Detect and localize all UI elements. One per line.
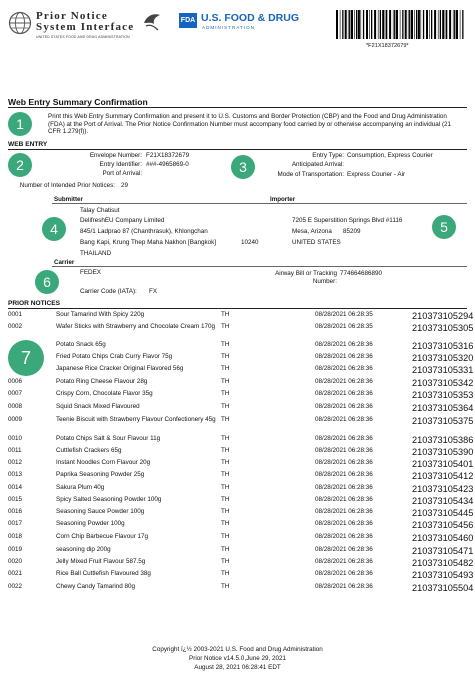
row-description: Instant Noodles Corn Flavour 20g bbox=[56, 459, 151, 466]
submitter-city: Bang Kapi, Krung Thep Maha Nakhon [Bangkok] bbox=[80, 239, 217, 246]
row-pn-number: 210373105471 bbox=[412, 545, 474, 556]
logo-line2: System Interface bbox=[36, 21, 135, 33]
footer-timestamp: August 28, 2021 06:28:41 EDT bbox=[194, 664, 281, 671]
row-description: Seasoning Powder 100g bbox=[56, 520, 125, 527]
row-timestamp: 08/28/2021 06:28:36 bbox=[315, 520, 373, 527]
web-entry-heading: WEB ENTRY bbox=[8, 141, 48, 148]
row-number: 0016 bbox=[8, 508, 23, 515]
barcode-bar bbox=[378, 10, 379, 39]
row-pn-number: 210373105375 bbox=[412, 415, 474, 426]
entry-type-label: Entry Type: bbox=[312, 152, 344, 159]
row-country: TH bbox=[221, 435, 230, 442]
fda-admin: ADMINISTRATION bbox=[202, 25, 255, 30]
row-pn-number: 210373105353 bbox=[412, 389, 474, 400]
row-pn-number: 210373105364 bbox=[412, 402, 474, 413]
carrier-heading: Carrier bbox=[54, 259, 75, 266]
row-description: Wafer Sticks with Strawberry and Chocolate Cream 170g bbox=[56, 323, 216, 330]
row-timestamp: 08/28/2021 06:28:36 bbox=[315, 365, 373, 372]
row-country: TH bbox=[221, 353, 230, 360]
globe-icon bbox=[8, 11, 32, 35]
row-timestamp: 08/28/2021 06:28:36 bbox=[315, 378, 373, 385]
row-country: TH bbox=[221, 583, 230, 590]
barcode-bar bbox=[442, 10, 444, 39]
barcode-bar bbox=[454, 10, 455, 39]
row-number: 0010 bbox=[8, 435, 23, 442]
barcode-bar bbox=[389, 10, 391, 39]
barcode-text: *F21X18372679* bbox=[366, 43, 409, 49]
barcode-bar bbox=[366, 10, 368, 39]
barcode-bar bbox=[449, 10, 451, 39]
row-timestamp: 08/28/2021 06:28:36 bbox=[315, 496, 373, 503]
barcode-bar bbox=[371, 10, 372, 39]
entry-id-value: ###-4965869-0 bbox=[146, 161, 189, 168]
fda-name: U.S. FOOD & DRUG bbox=[201, 12, 300, 24]
envelope-label: Envelope Number: bbox=[89, 152, 142, 159]
airway-label: Airway Bill or Tracking bbox=[275, 270, 337, 277]
transport-label: Mode of Transportation: bbox=[277, 171, 344, 178]
badge-3: 3 bbox=[231, 155, 255, 179]
row-pn-number: 210373105390 bbox=[412, 446, 474, 457]
barcode-bar bbox=[369, 10, 370, 39]
barcode-bar bbox=[423, 10, 424, 39]
row-number: 0007 bbox=[8, 390, 23, 397]
row-description: Corn Chip Barbecue Flavour 17g bbox=[56, 533, 149, 540]
row-timestamp: 08/28/2021 06:28:36 bbox=[315, 583, 373, 590]
barcode-bar bbox=[342, 10, 343, 39]
barcode-bar bbox=[460, 10, 461, 39]
barcode-bar bbox=[431, 10, 432, 39]
row-description: Cuttlefish Crackers 65g bbox=[56, 447, 122, 454]
row-number: 0006 bbox=[8, 378, 23, 385]
barcode-bar bbox=[396, 10, 398, 39]
hhs-eagle-icon bbox=[142, 11, 162, 33]
row-timestamp: 08/28/2021 06:28:36 bbox=[315, 471, 373, 478]
row-pn-number: 210373105320 bbox=[412, 352, 474, 363]
row-description: Sour Tamarind With Spicy 220g bbox=[56, 311, 145, 318]
row-pn-number: 210373105482 bbox=[412, 557, 474, 568]
barcode-bar bbox=[354, 10, 355, 39]
row-country: TH bbox=[221, 533, 230, 540]
row-description: seasoning dip 200g bbox=[56, 546, 111, 553]
row-pn-number: 210373105456 bbox=[412, 519, 474, 530]
row-pn-number: 210373105460 bbox=[412, 532, 474, 543]
row-timestamp: 08/28/2021 06:28:35 bbox=[315, 311, 373, 318]
importer-heading: Importer bbox=[270, 196, 296, 203]
footer-copyright: Copyright ï¿½ 2003-2021 U.S. Food and Drug Administration bbox=[152, 646, 323, 653]
importer-postal: 85209 bbox=[343, 228, 361, 235]
barcode-bar bbox=[446, 10, 447, 39]
barcode bbox=[336, 10, 466, 39]
row-country: TH bbox=[221, 447, 230, 454]
barcode-bar bbox=[356, 10, 357, 39]
row-description: Rice Ball Cuttlefish Flavoured 38g bbox=[56, 570, 151, 577]
title-divider bbox=[8, 107, 467, 108]
barcode-bar bbox=[361, 10, 362, 39]
barcode-bar bbox=[408, 10, 409, 39]
row-description: Potato Chips Salt & Sour Flavour 11g bbox=[56, 435, 161, 442]
prior-notices-divider bbox=[8, 308, 467, 309]
intended-value: 29 bbox=[121, 182, 129, 189]
row-description: Crispy Corn, Chocolate Flavor 35g bbox=[56, 390, 153, 397]
submitter-heading: Submitter bbox=[54, 196, 83, 203]
barcode-bar bbox=[386, 10, 387, 39]
row-number: 0021 bbox=[8, 570, 23, 577]
importer-address: 7205 E Superstition Springs Blvd #1116 bbox=[292, 217, 403, 224]
row-timestamp: 08/28/2021 06:28:36 bbox=[315, 341, 373, 348]
row-country: TH bbox=[221, 341, 230, 348]
row-country: TH bbox=[221, 403, 230, 410]
row-country: TH bbox=[221, 365, 230, 372]
row-description: Spicy Salted Seasoning Powder 100g bbox=[56, 496, 162, 503]
barcode-bar bbox=[453, 10, 454, 39]
envelope-value: F21X18372679 bbox=[146, 152, 190, 159]
parties-divider bbox=[52, 203, 467, 204]
entry-id-label: Entry Identifier: bbox=[99, 161, 142, 168]
row-pn-number: 210373105504 bbox=[412, 582, 474, 593]
barcode-bar bbox=[426, 10, 428, 39]
submitter-name: Talay Chatisut bbox=[80, 207, 120, 214]
barcode-bar bbox=[429, 10, 430, 39]
barcode-bar bbox=[400, 10, 401, 39]
intended-label: Number of Intended Prior Notices: bbox=[19, 182, 115, 189]
barcode-bar bbox=[351, 10, 353, 39]
row-pn-number: 210373105294 bbox=[412, 310, 474, 321]
row-country: TH bbox=[221, 471, 230, 478]
submitter-country: THAILAND bbox=[80, 250, 112, 257]
row-country: TH bbox=[221, 378, 230, 385]
badge-4: 4 bbox=[42, 217, 66, 241]
barcode-bar bbox=[385, 10, 386, 39]
barcode-bar bbox=[393, 10, 394, 39]
row-timestamp: 08/28/2021 06:28:36 bbox=[315, 558, 373, 565]
badge-2: 2 bbox=[8, 153, 32, 177]
row-country: TH bbox=[221, 558, 230, 565]
row-timestamp: 08/28/2021 06:28:36 bbox=[315, 416, 373, 423]
row-timestamp: 08/28/2021 06:28:36 bbox=[315, 484, 373, 491]
row-pn-number: 210373105305 bbox=[412, 322, 474, 333]
row-country: TH bbox=[221, 484, 230, 491]
row-timestamp: 08/28/2021 06:28:36 bbox=[315, 390, 373, 397]
barcode-bar bbox=[405, 10, 407, 39]
row-number: 0015 bbox=[8, 496, 23, 503]
row-country: TH bbox=[221, 546, 230, 553]
row-timestamp: 08/28/2021 06:28:36 bbox=[315, 353, 373, 360]
row-country: TH bbox=[221, 570, 230, 577]
importer-city: Mesa, Arizona bbox=[292, 228, 332, 235]
barcode-bar bbox=[345, 10, 347, 39]
row-number: 0011 bbox=[8, 447, 22, 454]
row-description: Sakura Plum 40g bbox=[56, 484, 105, 491]
barcode-bar bbox=[394, 10, 395, 39]
row-country: TH bbox=[221, 508, 230, 515]
barcode-bar bbox=[438, 10, 439, 39]
row-country: TH bbox=[221, 323, 230, 330]
row-description: Paprika Seasoning Powder 25g bbox=[56, 471, 145, 478]
barcode-bar bbox=[445, 10, 446, 39]
port-label: Port of Arrival: bbox=[102, 170, 142, 177]
row-timestamp: 08/28/2021 06:28:36 bbox=[315, 508, 373, 515]
row-timestamp: 08/28/2021 06:28:36 bbox=[315, 403, 373, 410]
row-number: 0009 bbox=[8, 416, 23, 423]
barcode-bar bbox=[414, 10, 415, 39]
carrier-name: FEDEX bbox=[80, 269, 101, 276]
barcode-bar bbox=[462, 10, 463, 39]
row-country: TH bbox=[221, 390, 230, 397]
prior-notices-heading: PRIOR NOTICES bbox=[8, 300, 61, 307]
carrier-code-label: Carrier Code (IATA): bbox=[80, 288, 137, 295]
row-number: 0008 bbox=[8, 403, 23, 410]
barcode-bar bbox=[349, 10, 350, 39]
barcode-bar bbox=[363, 10, 364, 39]
barcode-bar bbox=[358, 10, 360, 39]
row-pn-number: 210373105386 bbox=[412, 434, 474, 445]
row-country: TH bbox=[221, 520, 230, 527]
transport-value: Express Courier - Air bbox=[347, 171, 406, 178]
row-number: 0018 bbox=[8, 533, 23, 540]
airway-value: 774664686890 bbox=[340, 270, 383, 277]
row-timestamp: 08/28/2021 06:28:36 bbox=[315, 447, 373, 454]
carrier-code-value: FX bbox=[149, 288, 158, 295]
row-timestamp: 08/28/2021 06:28:36 bbox=[315, 459, 373, 466]
row-country: TH bbox=[221, 311, 230, 318]
row-description: Teenie Biscuit with Strawberry Flavour Confectionery 45g bbox=[56, 416, 216, 423]
anticipated-label: Anticipated Arrival: bbox=[291, 161, 344, 168]
row-description: Seasoning Sauce Powder 100g bbox=[56, 508, 145, 515]
row-number: 0022 bbox=[8, 583, 23, 590]
row-pn-number: 210373105434 bbox=[412, 495, 474, 506]
badge-6: 6 bbox=[35, 270, 59, 294]
row-number: 0014 bbox=[8, 484, 23, 491]
barcode-bar bbox=[340, 10, 341, 39]
entry-type-value: Consumption, Express Courier bbox=[347, 152, 433, 159]
row-number: 0001 bbox=[8, 311, 23, 318]
barcode-bar bbox=[402, 10, 403, 39]
barcode-bar bbox=[382, 10, 384, 39]
row-pn-number: 210373105445 bbox=[412, 507, 474, 518]
row-timestamp: 08/28/2021 06:28:36 bbox=[315, 570, 373, 577]
barcode-bar bbox=[416, 10, 417, 39]
barcode-bar bbox=[336, 10, 338, 39]
row-description: Potato Ring Cheese Flavour 28g bbox=[56, 378, 148, 385]
submitter-postal: 10240 bbox=[241, 239, 259, 246]
row-number: 0002 bbox=[8, 323, 23, 330]
intro-text: Print this Web Entry Summary Confirmation and present it to U.S. Customs and Border Protection (CBP) and the Food and Drug Administration (FDA) at the Port of Arrival. The Prior Notice Confirmation Number must accompany food carried by or otherwise accompanying an individual (21 CFR 1.279(f)). bbox=[48, 113, 452, 135]
row-number: 0020 bbox=[8, 558, 23, 565]
row-pn-number: 210373105401 bbox=[412, 458, 474, 469]
row-country: TH bbox=[221, 416, 230, 423]
barcode-bar bbox=[411, 10, 413, 39]
row-pn-number: 210373105423 bbox=[412, 483, 474, 494]
row-number: 0019 bbox=[8, 546, 23, 553]
barcode-bar bbox=[421, 10, 422, 39]
row-pn-number: 210373105342 bbox=[412, 377, 474, 388]
row-timestamp: 08/28/2021 06:28:36 bbox=[315, 435, 373, 442]
fda-badge: FDA bbox=[179, 13, 197, 28]
row-country: TH bbox=[221, 459, 230, 466]
badge-7: 7 bbox=[8, 340, 44, 376]
badge-5: 5 bbox=[432, 215, 456, 239]
row-pn-number: 210373105331 bbox=[412, 364, 474, 375]
row-description: Japanese Rice Cracker Original Flavored 56g bbox=[56, 365, 184, 372]
logo-sub: UNITED STATES FOOD AND DRUG ADMINISTRATION bbox=[36, 35, 130, 39]
carrier-divider bbox=[52, 266, 467, 267]
row-description: Potato Snack 65g bbox=[56, 341, 106, 348]
importer-country: UNITED STATES bbox=[292, 239, 341, 246]
submitter-company: DelifreshEU Company Limited bbox=[80, 217, 165, 224]
row-number: 0017 bbox=[8, 520, 23, 527]
row-description: Squid Snack Mixed Flavoured bbox=[56, 403, 140, 410]
logo-line1: Prior Notice bbox=[36, 10, 108, 22]
barcode-bar bbox=[380, 10, 381, 39]
row-number: 0013 bbox=[8, 471, 23, 478]
web-entry-divider bbox=[8, 149, 467, 150]
badge-1: 1 bbox=[8, 112, 32, 136]
row-pn-number: 210373105316 bbox=[412, 340, 474, 351]
row-country: TH bbox=[221, 496, 230, 503]
airway-label-2: Number: bbox=[312, 278, 337, 285]
page-title: Web Entry Summary Confirmation bbox=[8, 97, 148, 107]
row-pn-number: 210373105412 bbox=[412, 470, 474, 481]
row-timestamp: 08/28/2021 06:28:36 bbox=[315, 533, 373, 540]
barcode-bar bbox=[418, 10, 420, 39]
barcode-bar bbox=[456, 10, 458, 39]
barcode-bar bbox=[348, 10, 349, 39]
barcode-bar bbox=[440, 10, 441, 39]
footer-version: Prior Notice v14.5.0,June 29, 2021 bbox=[189, 655, 286, 662]
barcode-bar bbox=[374, 10, 376, 39]
barcode-bar bbox=[434, 10, 436, 39]
row-timestamp: 08/28/2021 06:28:36 bbox=[315, 546, 373, 553]
row-description: Chewy Candy Tamarind 80g bbox=[56, 583, 135, 590]
barcode-bar bbox=[409, 10, 410, 39]
row-description: Fried Potato Chips Crab Curry Flavor 75g bbox=[56, 353, 173, 360]
row-number: 0012 bbox=[8, 459, 23, 466]
row-timestamp: 08/28/2021 06:28:35 bbox=[315, 323, 373, 330]
row-description: Jelly Mixed Fruit Flavour 587.5g bbox=[56, 558, 146, 565]
submitter-address: 845/1 Ladprao 87 (Chanthrasuk), Khlongchan bbox=[80, 228, 208, 235]
row-pn-number: 210373105493 bbox=[412, 569, 474, 580]
